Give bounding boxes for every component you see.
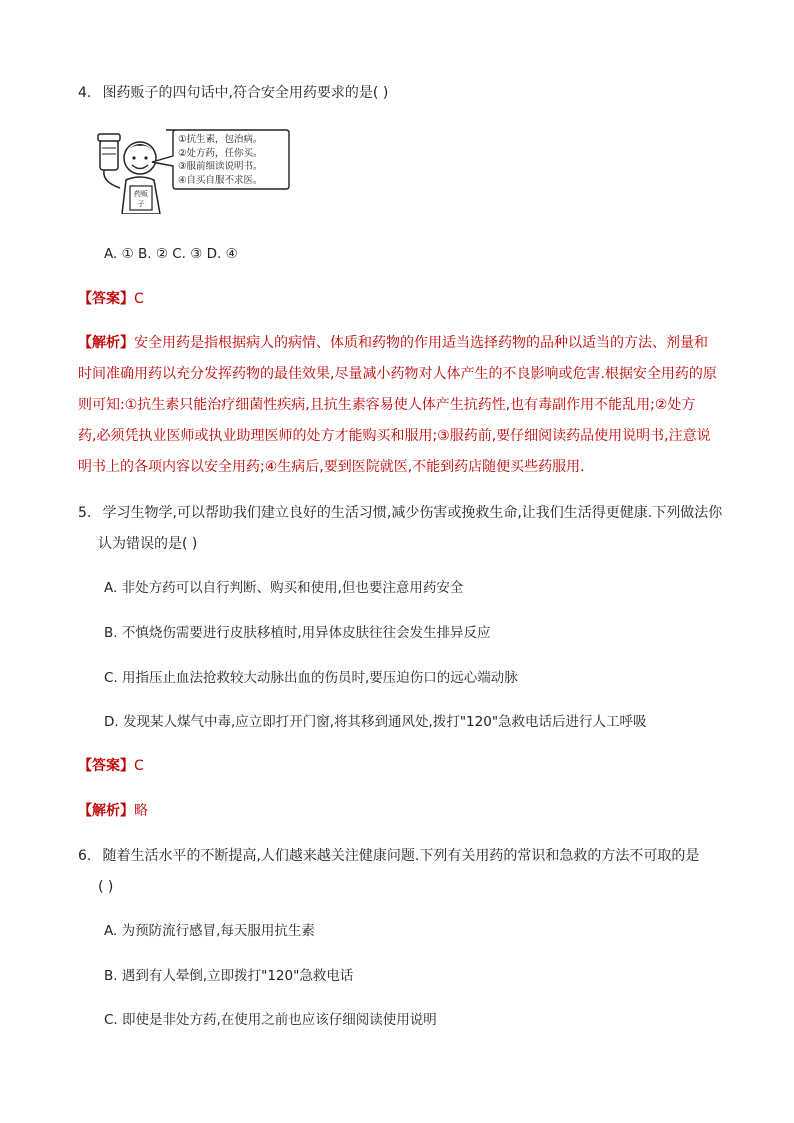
- bubble-line-3: ③服前细读说明书。: [178, 161, 263, 172]
- question-5-option-b: B. 不慎烧伤需要进行皮肤移植时,用异体皮肤往往会发生排异反应: [104, 625, 491, 641]
- question-4-explain-line-3: 则可知:①抗生素只能治疗细菌性疾病,且抗生素容易使人体产生抗药性,也有毒副作用不能乱用;②处方: [78, 397, 696, 413]
- drug-vendor-illustration: [90, 126, 300, 214]
- question-6-option-c: C. 即使是非处方药,在使用之前也应该仔细阅读使用说明: [104, 1012, 437, 1028]
- svg-text:子: 子: [137, 200, 145, 208]
- question-4-answer: [78, 289, 144, 309]
- question-5-explain: [78, 801, 148, 821]
- question-4-stem: [78, 83, 388, 103]
- question-5-answer: [78, 756, 144, 776]
- question-4-explain-line-4: 药,必须凭执业医师或执业助理医师的处方才能购买和服用;③服药前,要仔细阅读药品使用说明书,注意说: [78, 428, 711, 444]
- explain-tag: 【解析】: [78, 803, 134, 819]
- question-4-explain-line-1: 【解析】安全用药是指根据病人的病情、体质和药物的作用适当选择药物的品种以适当的方法、剂量和: [78, 335, 708, 351]
- explain-tag: 【解析】: [78, 335, 134, 351]
- question-6-stem-cont: ( ): [98, 879, 114, 895]
- question-4-options: A. ① B. ② C. ③ D. ④: [104, 246, 238, 262]
- question-number: 4.: [78, 85, 92, 101]
- explain-text: 略: [134, 803, 148, 819]
- speech-bubble: [178, 133, 296, 187]
- question-5-stem: [78, 503, 722, 523]
- question-number: 5.: [78, 505, 92, 521]
- bubble-line-4: ④自买自服不求医。: [178, 174, 263, 186]
- question-4-explain-line-5: 明书上的各项内容以安全用药;④生病后,要到医院就医,不能到药店随便买些药服用.: [78, 459, 585, 475]
- answer-value: C: [134, 758, 144, 774]
- question-5-option-c: C. 用指压止血法抢救较大动脉出血的伤员时,要压迫伤口的远心端动脉: [104, 670, 518, 686]
- question-6-option-b: B. 遇到有人晕倒,立即拨打"120"急救电话: [104, 968, 354, 984]
- question-4-explain-line-2: 时间准确用药以充分发挥药物的最佳效果,尽量减小药物对人体产生的不良影响或危害.根据安全用药的原: [78, 366, 717, 382]
- answer-tag: 【答案】: [78, 758, 134, 774]
- question-text: 学习生物学,可以帮助我们建立良好的生活习惯,减少伤害或挽救生命,让我们生活得更健康.下列做法你: [102, 505, 723, 521]
- question-text: 图药贩子的四句话中,符合安全用药要求的是( ): [102, 85, 389, 101]
- answer-value: C: [134, 291, 144, 307]
- bubble-line-1: ①抗生素，包治病。: [178, 134, 263, 145]
- question-6-stem: [78, 846, 699, 866]
- question-number: 6.: [78, 848, 92, 864]
- bubble-line-2: ②处方药，任你买。: [178, 147, 263, 159]
- question-5-stem-cont: 认为错误的是( ): [98, 536, 198, 552]
- question-text: 随着生活水平的不断提高,人们越来越关注健康问题.下列有关用药的常识和急救的方法不可取的是: [102, 848, 700, 864]
- sign-text: 药贩: [134, 190, 148, 198]
- question-6-option-a: A. 为预防流行感冒,每天服用抗生素: [104, 923, 315, 939]
- question-5-option-d: D. 发现某人煤气中毒,应立即打开门窗,将其移到通风处,拨打"120"急救电话后进行人工呼吸: [104, 714, 647, 730]
- answer-tag: 【答案】: [78, 291, 134, 307]
- question-5-option-a: A. 非处方药可以自行判断、购买和使用,但也要注意用药安全: [104, 580, 464, 596]
